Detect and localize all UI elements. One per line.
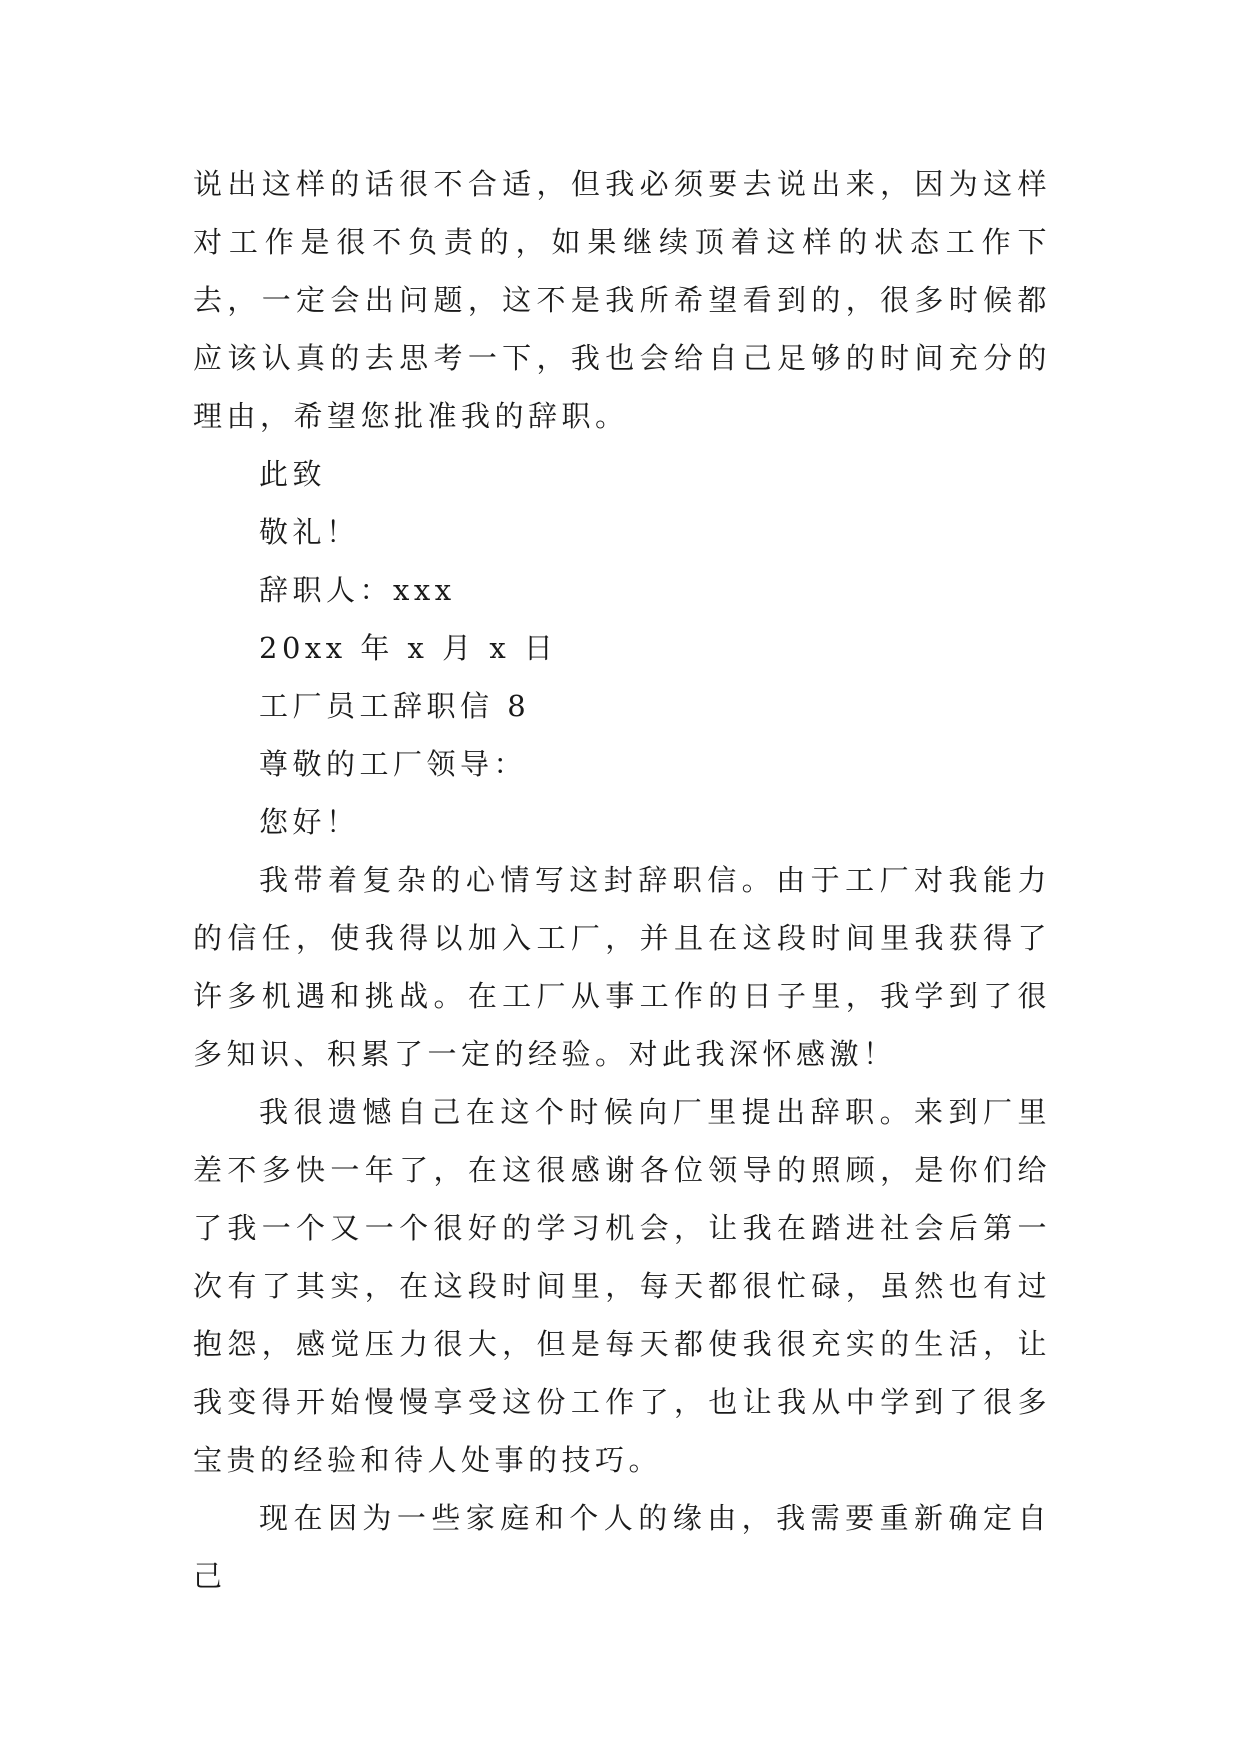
letter-title: 工厂员工辞职信 8: [259, 689, 531, 723]
signature-line: 辞职人：xxx: [259, 573, 456, 607]
salutation-jingli: 敬礼！: [259, 515, 360, 549]
date-line: 20xx 年 x 月 x 日: [259, 631, 558, 665]
salutation-cizhi: 此致: [259, 457, 327, 491]
paragraph-gratitude: 我带着复杂的心情写这封辞职信。由于工厂对我能力的信任，使我得以加入工厂，并且在这段时间里我获得了许多机遇和挑战。在工厂从事工作的日子里，我学到了很多知识、积累了一定的经验。对此我深怀感激！: [193, 863, 1051, 1071]
addressee-line: 尊敬的工厂领导：: [259, 747, 528, 781]
greeting-line: 您好！: [259, 805, 360, 839]
document-page: [193, 155, 1051, 1605]
paragraph-regret: 我很遗憾自己在这个时候向厂里提出辞职。来到厂里差不多快一年了，在这很感谢各位领导的照顾，是你们给了我一个又一个很好的学习机会，让我在踏进社会后第一次有了其实，在这段时间里，每天都很忙碌，虽然也有过抱怨，感觉压力很大，但是每天都使我很充实的生活，让我变得开始慢慢享受这份工作了，也让我从中学到了很多宝贵的经验和待人处事的技巧。: [193, 1095, 1051, 1477]
paragraph-reason: 现在因为一些家庭和个人的缘由，我需要重新确定自己: [193, 1501, 1051, 1593]
paragraph-closing-request: 说出这样的话很不合适，但我必须要去说出来，因为这样对工作是很不负责的，如果继续顶着这样的状态工作下去，一定会出问题，这不是我所希望看到的，很多时候都应该认真的去思考一下，我也会给自己足够的时间充分的理由，希望您批准我的辞职。: [193, 167, 1051, 433]
